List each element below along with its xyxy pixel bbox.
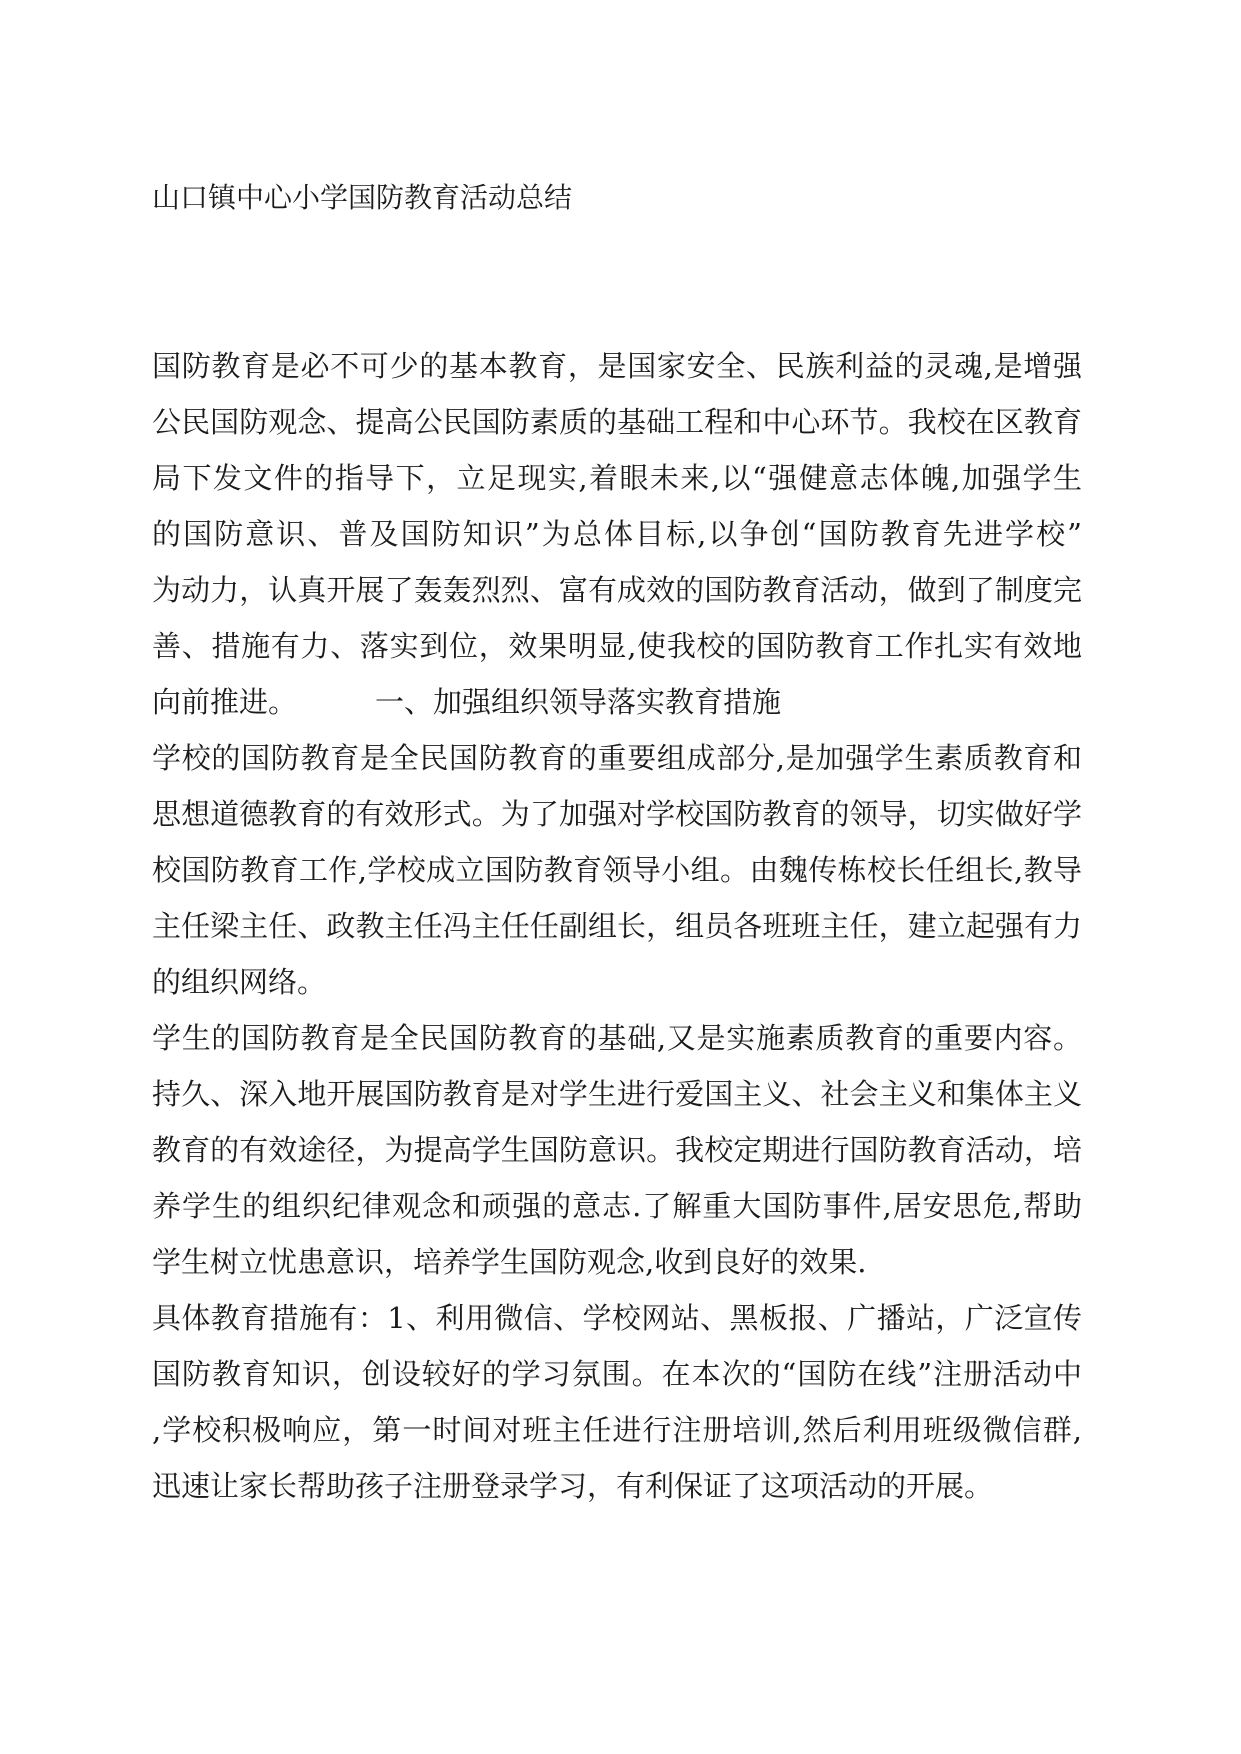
paragraph-2-line-1: 学校的国防教育是全民国防教育的重要组成部分,是加强学生素质教育和 bbox=[152, 741, 1082, 775]
paragraph-1-line-2: 公民国防观念、提高公民国防素质的基础工程和中心环节。我校在区教育 bbox=[152, 405, 1082, 439]
paragraph-3-line-2: 持久、深入地开展国防教育是对学生进行爱国主义、社会主义和集体主义 bbox=[152, 1077, 1082, 1111]
section-heading: 一、加强组织领导落实教育措施 bbox=[375, 685, 782, 719]
paragraph-3-line-3: 教育的有效途径，为提高学生国防意识。我校定期进行国防教育活动，培 bbox=[152, 1133, 1082, 1167]
paragraph-3-line-1: 学生的国防教育是全民国防教育的基础,又是实施素质教育的重要内容。 bbox=[152, 1021, 1082, 1055]
paragraph-1-line-1: 国防教育是必不可少的基本教育，是国家安全、民族利益的灵魂,是增强 bbox=[152, 349, 1082, 383]
document-body bbox=[152, 338, 1082, 1514]
paragraph-2-line-5: 的组织网络。 bbox=[152, 965, 327, 999]
paragraph-1-line-4: 的国防意识、普及国防知识”为总体目标,以争创“国防教育先进学校” bbox=[152, 517, 1082, 551]
paragraph-4-line-4: 迅速让家长帮助孩子注册登录学习，有利保证了这项活动的开展。 bbox=[152, 1469, 994, 1503]
paragraph-1-line-7 bbox=[152, 674, 1082, 730]
paragraph-4-line-1: 具体教育措施有：1、利用微信、学校网站、黑板报、广播站，广泛宣传 bbox=[152, 1301, 1082, 1335]
paragraph-3-line-4: 养学生的组织纪律观念和顽强的意志.了解重大国防事件,居安思危,帮助 bbox=[152, 1189, 1082, 1223]
paragraph-4-line-3: ,学校积极响应，第一时间对班主任进行注册培训,然后利用班级微信群, bbox=[152, 1413, 1082, 1447]
paragraph-1-line-3: 局下发文件的指导下，立足现实,着眼未来,以“强健意志体魄,加强学生 bbox=[152, 461, 1082, 495]
paragraph-2-line-4: 主任梁主任、政教主任冯主任任副组长，组员各班班主任，建立起强有力 bbox=[152, 909, 1082, 943]
paragraph-2-line-2: 思想道德教育的有效形式。为了加强对学校国防教育的领导，切实做好学 bbox=[152, 797, 1082, 831]
paragraph-4-line-2: 国防教育知识，创设较好的学习氛围。在本次的“国防在线”注册活动中 bbox=[152, 1357, 1082, 1391]
paragraph-3-line-5: 学生树立忧患意识，培养学生国防观念,收到良好的效果. bbox=[152, 1245, 867, 1279]
paragraph-1-closing-text: 向前推进。 bbox=[152, 685, 298, 719]
paragraph-1-line-5: 为动力，认真开展了轰轰烈烈、富有成效的国防教育活动，做到了制度完 bbox=[152, 573, 1082, 607]
paragraph-2-line-3: 校国防教育工作,学校成立国防教育领导小组。由魏传栋校长任组长,教导 bbox=[152, 853, 1082, 887]
paragraph-1-line-6: 善、措施有力、落实到位，效果明显,使我校的国防教育工作扎实有效地 bbox=[152, 629, 1082, 663]
document-title: 山口镇中心小学国防教育活动总结 bbox=[152, 181, 573, 214]
